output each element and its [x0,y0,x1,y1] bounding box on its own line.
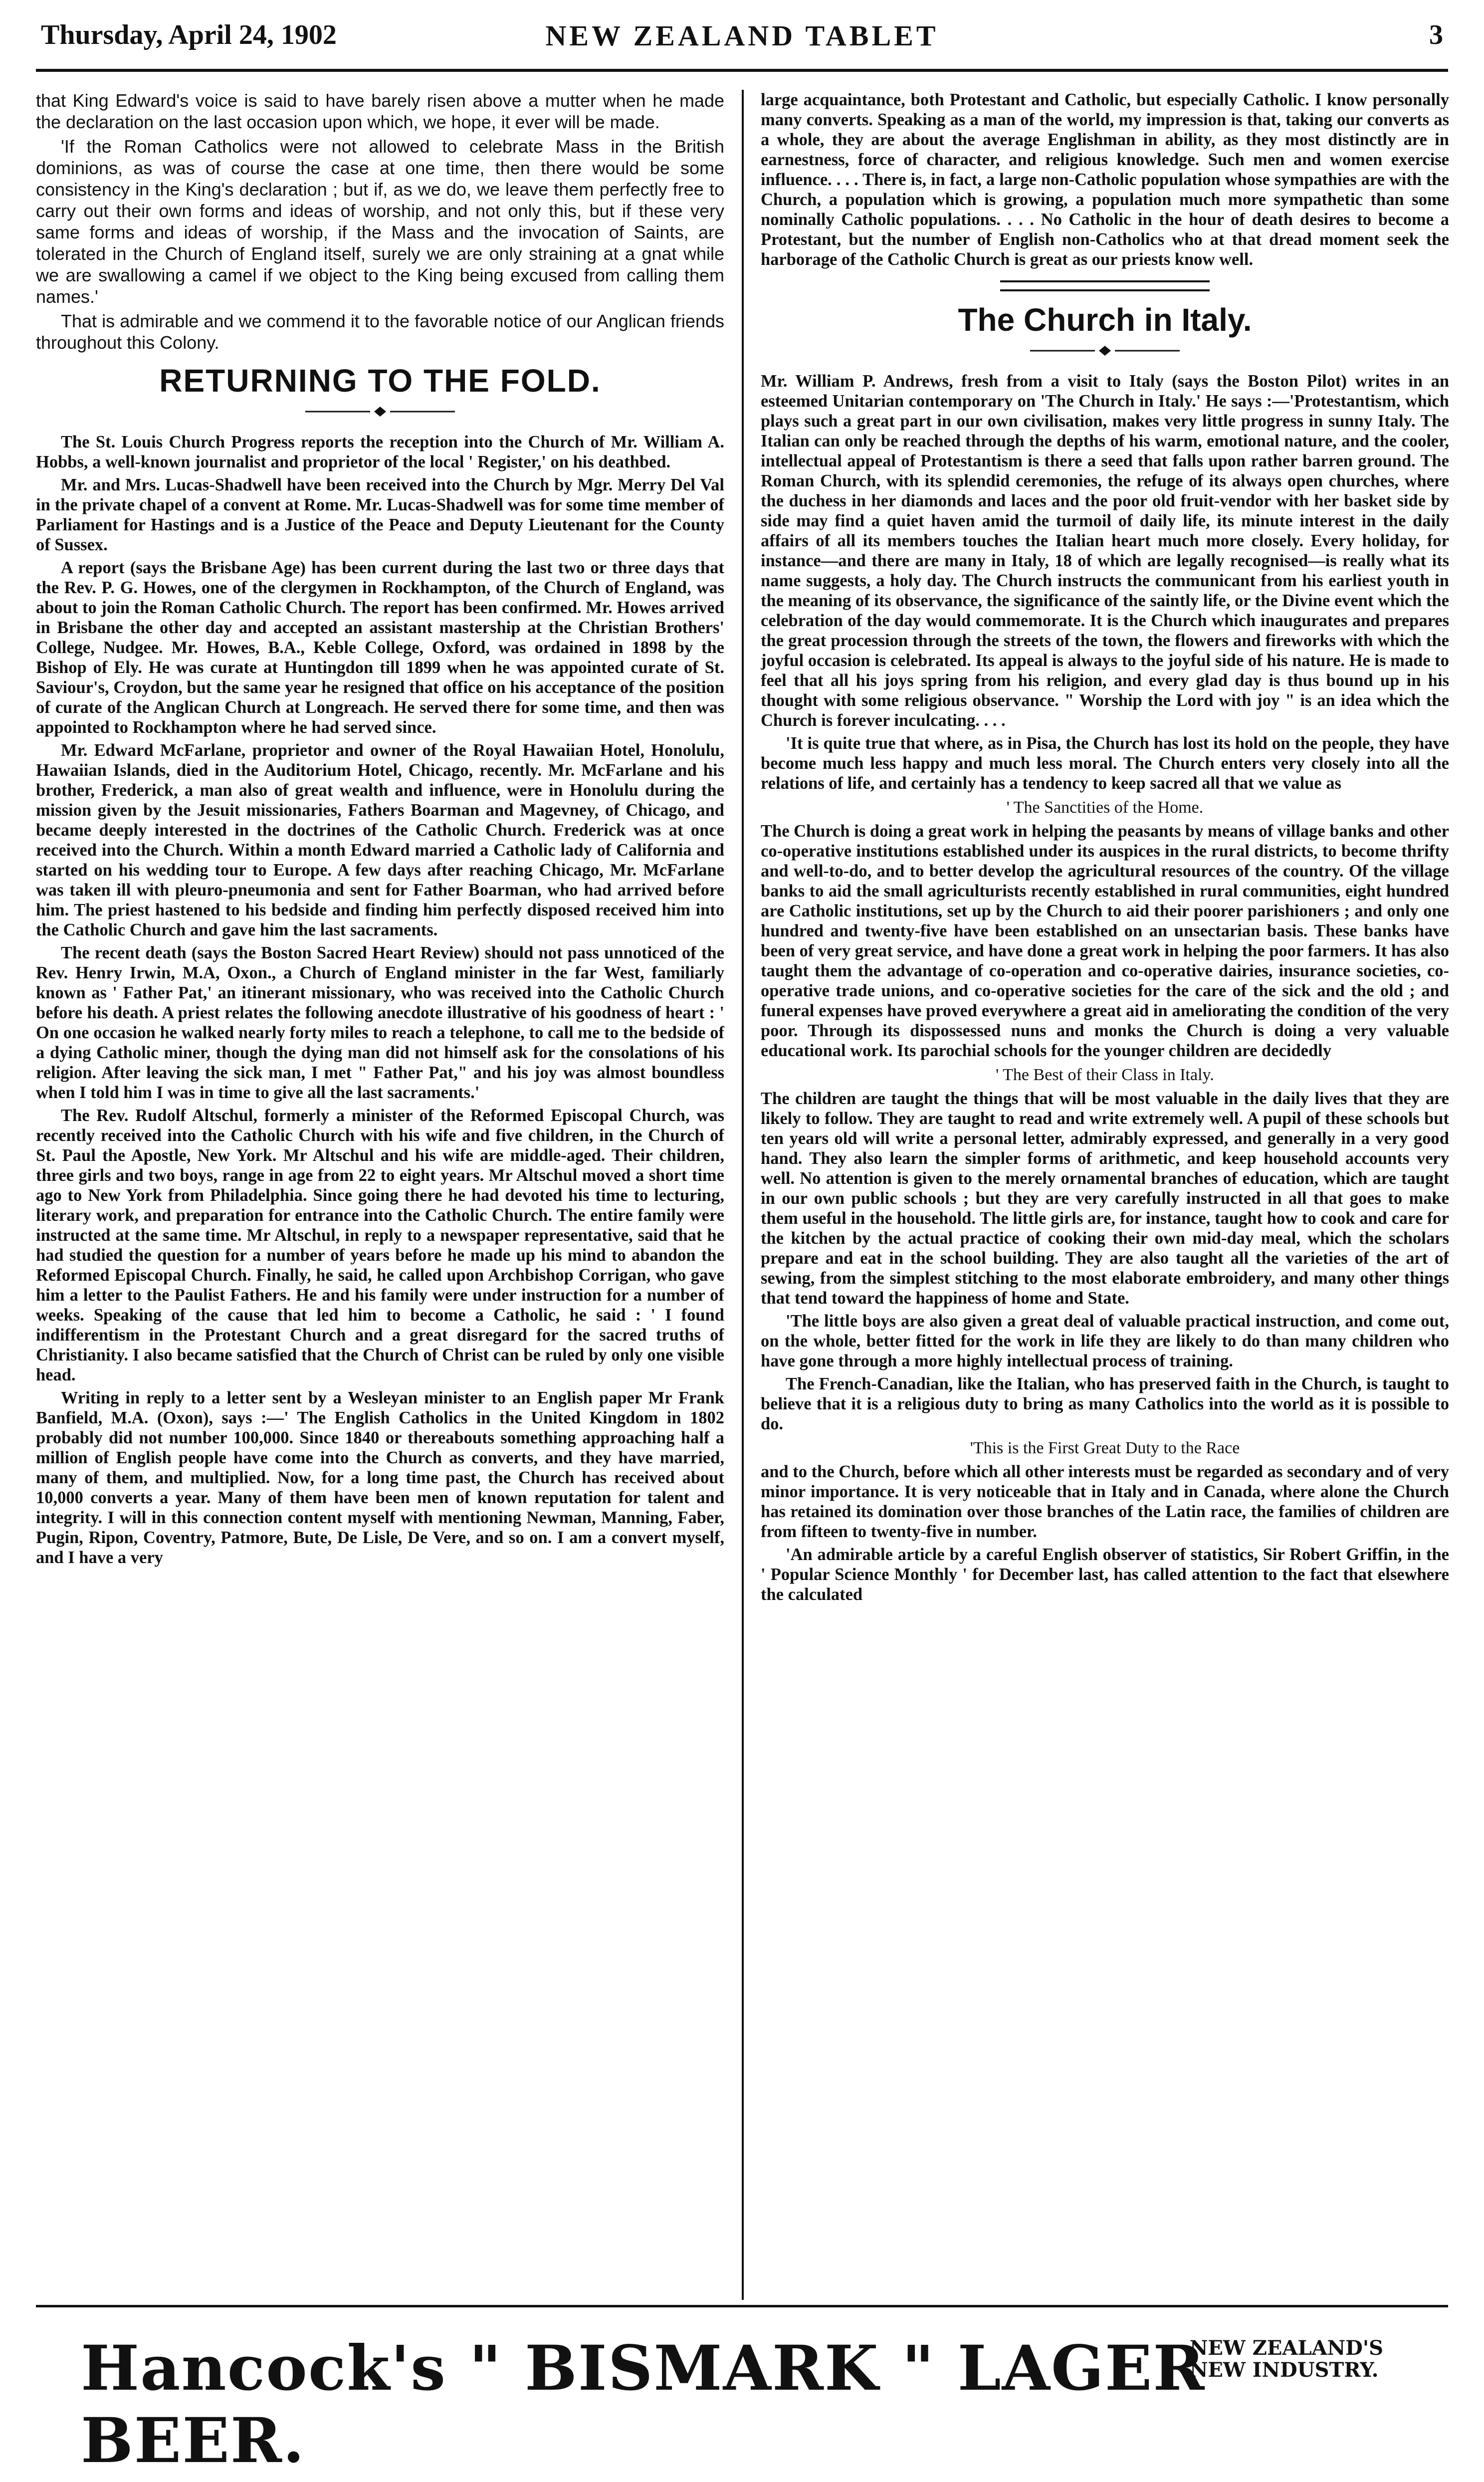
right-column [761,90,1449,2300]
page-number: 3 [1429,19,1443,50]
article-paragraph: The St. Louis Church Progress reports the reception into the Church of Mr. William A. Hobbs, a well-known journalist and proprietor of the local ' Register,' on his deathbed. [36,433,724,471]
article-paragraph: Mr. Edward McFarlane, proprietor and owner of the Royal Hawaiian Hotel, Honolulu, Hawaiian Islands, died in the Auditorium Hotel, Chicago, recently. Mr. McFarlane and his brother, Frederick, a man also of great wealth and influence, were in Honolulu during the mission given by the Jesuit missionaries, Fathers Boarman and Magevney, of Chicago, and became deeply interested in the doctrines of the Catholic Church. Frederick was at once received into the Church. Within a month Edward married a Catholic lady of California and started on his wedding tour to Europe. A few days after reaching Chicago, Mr. McFarlane was taken ill with pleuro-pneumonia and sent for Father Boarman, who had arrived before him. The priest hastened to his bedside and finding him perfectly disposed received him into the Catholic Church and gave him the last sacraments. [36,741,724,939]
article-paragraph: Mr. William P. Andrews, fresh from a visit to Italy (says the Boston Pilot) writes in an esteemed Unitarian contemporary on 'The Church in Italy.' He says :—'Protestantism, which plays such a great part in our own civilisation, makes very little progress in sunny Italy. The Italian can only be reached through the depths of his warm, emotional nature, and the cooler, intellectual appeal of Protestantism is there a seed that falls upon rather barren ground. The Roman Church, with its splendid ceremonies, the refuge of its always open churches, where the duchess in her diamonds and laces and the poor old fruit-vendor with her basket side by side may find a quiet haven amid the turmoil of daily life, its minute interest in the daily affairs of all its members touches the Italian heart much more closely. Every holiday, for instance—and there are many in Italy, 18 of which are legally recognised—is really what its name suggests, a holy day. The Church instructs the communicant from his earliest youth in the meaning of its observance, the significance of the saintly life, or the Divine event which the celebration of the day would commemorate. It is the Church which inaugurates and prepares the great procession through the streets of the town, the flowers and fireworks with which the joyful occasion is celebrated. Its appeal is always to the joyful side of his nature. He is made to feel that all his joys spring from his religion, and every glad day is thus bound up in his thought with some religious observance. " Worship the Lord with joy " is an idea which the Church is forever inculcating. . . . [761,372,1449,730]
article-paragraph: 'An admirable article by a careful English observer of statistics, Sir Robert Griffin, in the ' Popular Science Monthly ' for December last, has called attention to the fact that elsewhere the calculated [761,1545,1449,1604]
intro-paragraph: That is admirable and we commend it to the favorable notice of our Anglican friends throughout this Colony. [36,311,724,353]
article-paragraph: The recent death (says the Boston Sacred Heart Review) should not pass unnoticed of the Rev. Henry Irwin, M.A, Oxon., a Church of England minister in the far West, familiarly known as ' Father Pat,' an itinerant missionary, who was received into the Catholic Church before his death. A priest relates the following anecdote illustrative of his goodness of heart : ' On one occasion he walked nearly forty miles to reach a telephone, to call me to the bedside of a dying Catholic miner, though the dying man did not himself ask for the consolations of his religion. After leaving the sick man, I met " Father Pat," and his joy was almost boundless when I told him I was in time to give all the last sacraments.' [36,943,724,1102]
article-paragraph: A report (says the Brisbane Age) has been current during the last two or three days that the Rev. P. G. Howes, one of the clergymen in Rockhampton, of the Church of England, was about to join the Roman Catholic Church. The report has been confirmed. Mr. Howes arrived in Brisbane the other day and accepted an assistant mastership at the Christian Brothers' College, Nudgee. Mr. Howes, B.A., Keble College, Oxford, was ordained in 1898 by the Bishop of Ely. He was curate at Huntingdon till 1899 when he was appointed curate of St. Saviour's, Croydon, but the same year he resigned that office on his acceptance of the position of curate of the Anglican Church at Longreach. He served there for some time, and then was appointed to Rockhampton where he had served since. [36,558,724,737]
advert-tagline [1190,2337,1383,2381]
footer-advertisement [36,2305,1448,2477]
intro-paragraph: 'If the Roman Catholics were not allowed to celebrate Mass in the British dominions, as was of course the case at one time, then there would be some consistency in the King's declaration ; but if, as we do, we leave them perfectly free to carry out their own forms and ideas of worship, and not only this, but if these very same forms and ideas of worship, if the Mass and the invocation of Saints, are tolerated in the Church of England itself, surely we are only straining at a gnat while we are swallowing a camel if we object to the King being excused from calling them names.' [36,136,724,307]
beer-advertisement: Hancock's " BISMARK " LAGER BEER. [81,2332,1206,2477]
intro-paragraph: that King Edward's voice is said to have barely risen above a mutter when he made the declaration on the last occasion upon which, we hope, it ever will be made. [36,90,724,132]
article-paragraph: and to the Church, before which all other interests must be regarded as secondary and of very minor importance. It is very noticeable that in Italy and in Canada, where alone the Church has retained its domination over those branches of the Latin race, the families of children are from fifteen to twenty-five in number. [761,1462,1449,1541]
subhead-best-of-class: ' The Best of their Class in Italy. [996,1066,1214,1084]
tagline-line-2: NEW INDUSTRY. [1189,2358,1379,2382]
paper-title: NEW ZEALAND TABLET [545,19,939,52]
article-paragraph: The children are taught the things that will be most valuable in the daily lives that they are likely to follow. They are taught to read and write extremely well. A pupil of these schools but ten years old will write a personal letter, admirably expressed, and generally in a very good hand. They also learn the simpler forms of arithmetic, and keep household accounts very well. No attention is given to the merely ornamental branches of education, which are taught in our own public schools ; but they are very carefully instructed in all that goes to make them useful in the household. The little girls are, for instance, taught how to cook and care for the kitchen by the actual practice of cooking their own mid-day meal, which the scholars prepare and eat in the school building. They are also taught all the varieties of the art of sewing, from the simplest stitching to the most elaborate embroidery, and many other things that tend toward the happiness of home and State. [761,1089,1449,1308]
section-title-returning: RETURNING TO THE FOLD. [159,363,601,399]
subhead-first-duty: 'This is the First Great Duty to the Race [970,1439,1240,1457]
column-divider [742,90,744,2300]
article-paragraph: The French-Canadian, like the Italian, who has preserved faith in the Church, is taught to believe that it is a religious duty to bring as many Catholics into the world as it is possible to do. [761,1374,1449,1433]
continued-paragraph: large acquaintance, both Protestant and Catholic, but especially Catholic. I know personally many converts. Speaking as a man of the world, my impression is that, taking our converts as a whole, they are about the average Englishman in ability, as they most distinctly are in earnestness, force of character, and religious knowledge. Such men and women exercise influence. . . . There is, in fact, a large non-Catholic population whose sympathies are with the Church, a population which is growing, a population much more sympathetic than some nominally Catholic populations. . . . No Catholic in the hour of death desires to become a Protestant, but the number of English non-Catholics who at that dread moment seek the harborage of the Catholic Church is great as our priests know well. [761,90,1449,269]
tagline-line-1: NEW ZEALAND'S [1189,2336,1383,2360]
page-header [36,4,1448,72]
ornament-divider [305,404,455,419]
subhead-sanctities: ' The Sanctities of the Home. [1006,798,1204,817]
ornament-divider [1030,343,1180,358]
article-paragraph: Mr. and Mrs. Lucas-Shadwell have been received into the Church by Mgr. Merry Del Val in the private chapel of a convent at Rome. Mr. Lucas-Shadwell was for some time member of Parliament for Hastings and is a Justice of the Peace and Deputy Lieutenant for the County of Sussex. [36,475,724,554]
article-paragraph: 'It is quite true that where, as in Pisa, the Church has lost its hold on the people, they have become much less happy and much less moral. The Church enters very closely into all the relations of life, and certainly has a tendency to keep sacred all that we value as [761,734,1449,793]
article-paragraph: The Rev. Rudolf Altschul, formerly a minister of the Reformed Episcopal Church, was recently received into the Catholic Church with his wife and five children, in the Church of St. Paul the Apostle, New York. Mr Altschul and his wife are middle-aged. Their children, three girls and two boys, range in age from 22 to eight years. Mr Altschul moved a short time ago to New York from Philadelphia. Since going there he had devoted his time to lecturing, literary work, and preparation for entrance into the Catholic Church. The entire family were instructed at the same time. Mr Altschul, in reply to a newspaper representative, said that he had studied the question for a number of years before he made up his mind to abandon the Reformed Episcopal Church. Finally, he said, he called upon Archbishop Corrigan, who gave him a letter to the Paulist Fathers. He and his family were under instruction for a number of weeks. Speaking of the cause that led him to become a Catholic, he said : ' I found indifferentism in the Protestant Church and a great disregard for the sacred truths of Christianity. I also became satisfied that the Church of Christ can be ruled by only one visible head. [36,1106,724,1384]
article-paragraph: Writing in reply to a letter sent by a Wesleyan minister to an English paper Mr Frank Banfield, M.A. (Oxon), says :—' The English Catholics in the United Kingdom in 1802 probably did not number 100,000. Since 1840 or thereabouts something approaching half a million of English people have come into the Church as converts, and they have married, many of them, and multiplied. Now, for a long time past, the Church has received about 10,000 converts a year. Many of them have been men of known reputation for talent and integrity. I will in this connection content myself with mentioning Newman, Manning, Faber, Pugin, Ripon, Coventry, Patmore, Bute, De Lisle, De Vere, and so on. I am a convert myself, and I have a very [36,1388,724,1567]
section-title-italy: The Church in Italy. [958,302,1252,338]
double-rule [1000,280,1210,291]
left-column [36,90,724,2300]
article-paragraph: The Church is doing a great work in helping the peasants by means of village banks and other co-operative institutions established under its auspices in the rural districts, to become thrifty and well-to-do, and to better develop the agricultural resources of the country. Of the village banks to aid the small agriculturists recently established in rural communities, eight hundred are Catholic institutions, set up by the Church to aid their poorer parishioners ; and only one hundred and twenty-five have been established on an unsectarian basis. These banks have been of very great service, and have done a great work in helping the poor farmers. It has also taught them the advantage of co-operation and co-operative dairies, insurance societies, co-operative trade unions, and co-operative societies for the care of the sick and the old ; and funeral expenses have proved everywhere a great aid in ameliorating the condition of the very poor. Through its dispossessed nuns and monks the Church is doing a very valuable educational work. Its parochial schools for the younger children are decidedly [761,822,1449,1060]
article-paragraph: 'The little boys are also given a great deal of valuable practical instruction, and come out, on the whole, better fitted for the work in life they are likely to do than many children who have gone through a more highly intellectual process of training. [761,1312,1449,1370]
issue-date: Thursday, April 24, 1902 [41,19,337,50]
